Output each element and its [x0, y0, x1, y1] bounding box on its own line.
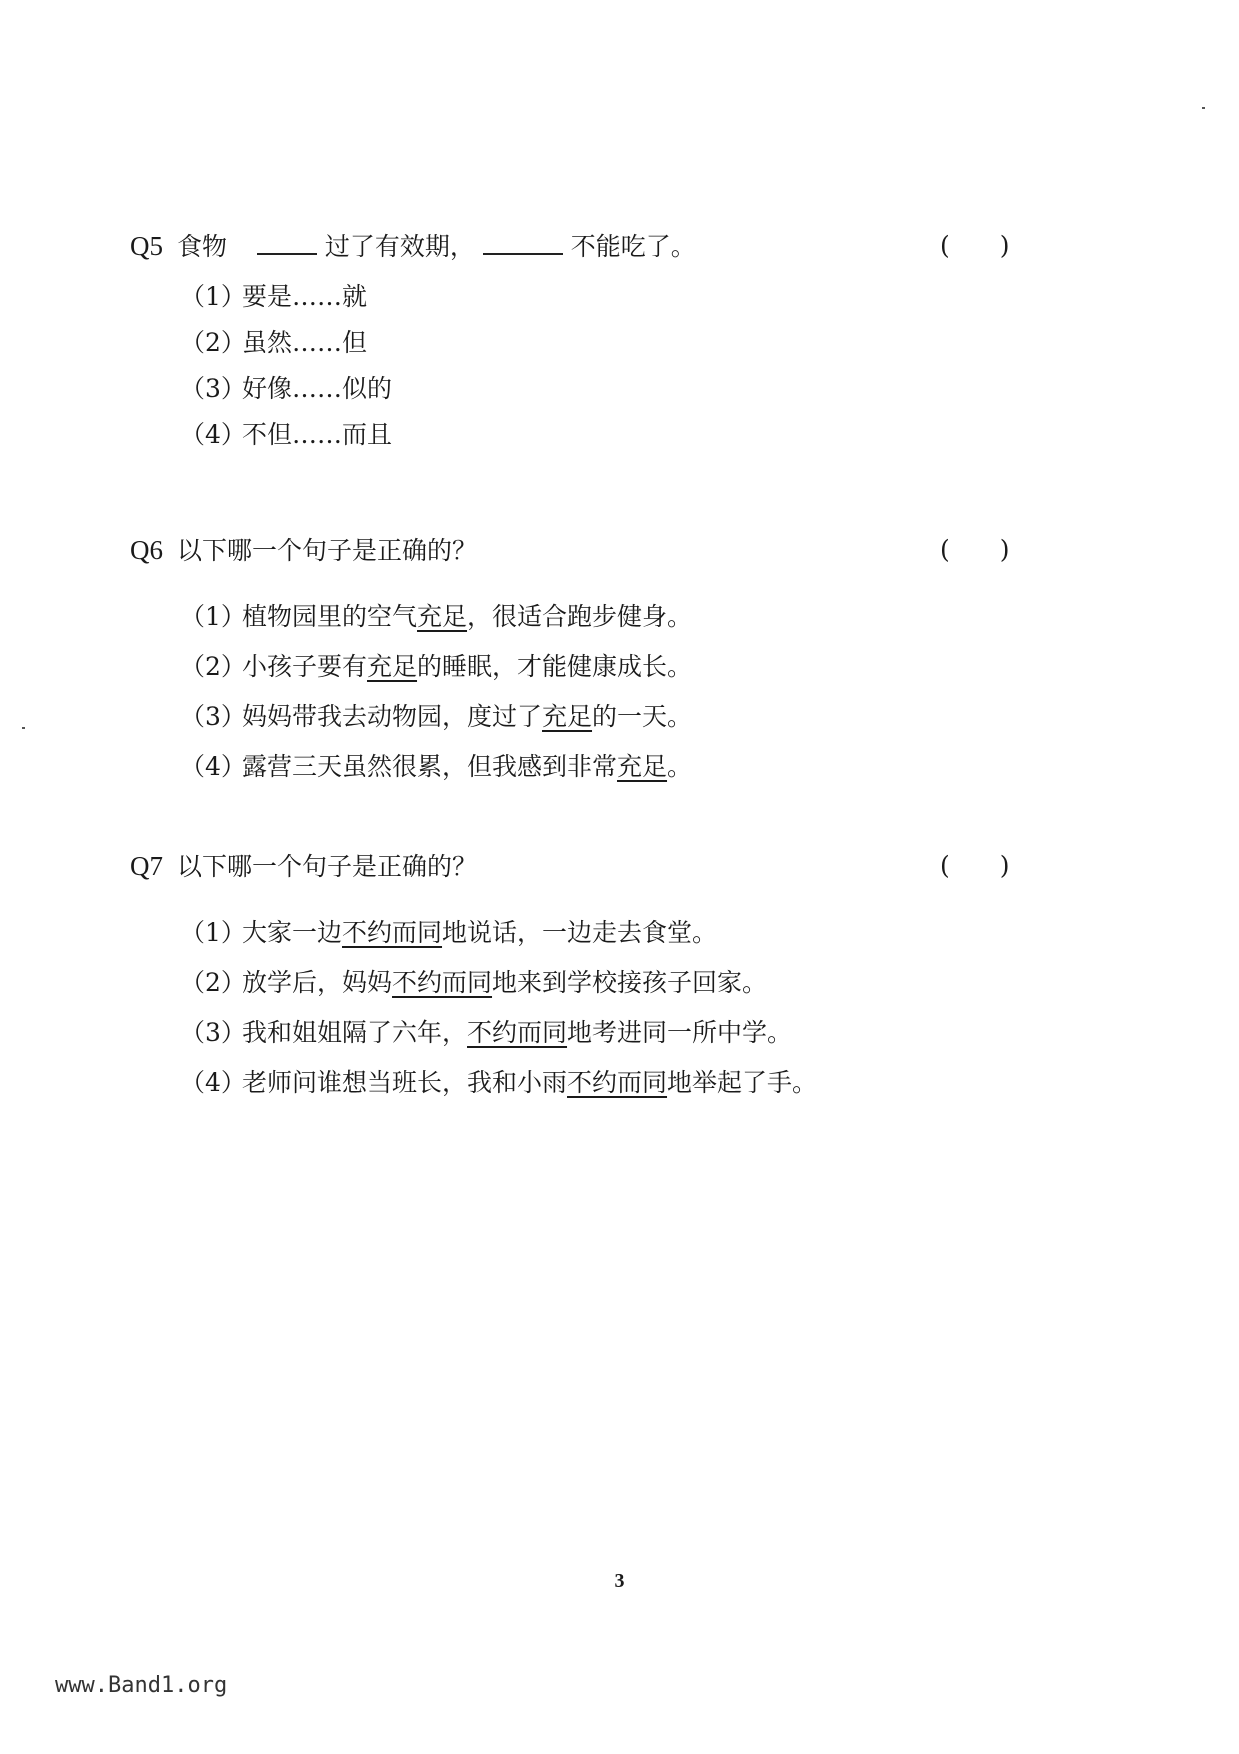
stem-text: 以下哪一个句子是正确的？: [176, 852, 477, 881]
stem-text: 过了有效期，: [324, 232, 475, 261]
fill-blank-1: [257, 227, 317, 255]
options-list: [180, 908, 1030, 1108]
option-2: （2）小孩子要有充足的睡眠，才能健康成长。: [180, 652, 693, 681]
scan-speck: [1202, 107, 1205, 109]
question-number: Q7: [130, 851, 163, 881]
option-3: （3）好像……似的: [180, 374, 393, 403]
option-3: （3）我和姐姐隔了六年，不约而同地考进同一所中学。: [180, 1018, 793, 1047]
question-7: [130, 846, 1030, 1108]
option-4: （4）老师问谁想当班长，我和小雨不约而同地举起了手。: [180, 1068, 818, 1097]
option-4: （4）露营三天虽然很累，但我感到非常充足。: [180, 752, 693, 781]
footer-url: www.Band1.org: [55, 1673, 228, 1698]
option-1: （1）大家一边不约而同地说话，一边走去食堂。: [180, 918, 718, 947]
question-6-stem: [130, 530, 1030, 570]
stem-text: 食物: [176, 232, 227, 261]
question-5: [130, 226, 1030, 458]
question-5-stem: [130, 226, 1030, 266]
answer-brackets: ( ): [940, 851, 1010, 880]
stem-text: 以下哪一个句子是正确的？: [176, 536, 477, 565]
scan-speck: [22, 727, 25, 729]
question-number: Q5: [130, 231, 163, 261]
question-6: [130, 530, 1030, 792]
question-7-stem: [130, 846, 1030, 886]
page-number: 3: [614, 1570, 625, 1592]
option-1: （1）植物园里的空气充足，很适合跑步健身。: [180, 602, 693, 631]
options-list: [180, 274, 1030, 458]
option-4: （4）不但……而且: [180, 420, 393, 449]
option-2: （2）虽然……但: [180, 328, 368, 357]
answer-brackets: ( ): [940, 231, 1010, 260]
fill-blank-2: [483, 227, 563, 255]
options-list: [180, 592, 1030, 792]
option-2: （2）放学后，妈妈不约而同地来到学校接孩子回家。: [180, 968, 768, 997]
answer-brackets: ( ): [940, 535, 1010, 564]
question-number: Q6: [130, 535, 163, 565]
option-3: （3）妈妈带我去动物园，度过了充足的一天。: [180, 702, 693, 731]
option-1: （1）要是……就: [180, 282, 368, 311]
stem-text: 不能吃了。: [570, 232, 696, 261]
